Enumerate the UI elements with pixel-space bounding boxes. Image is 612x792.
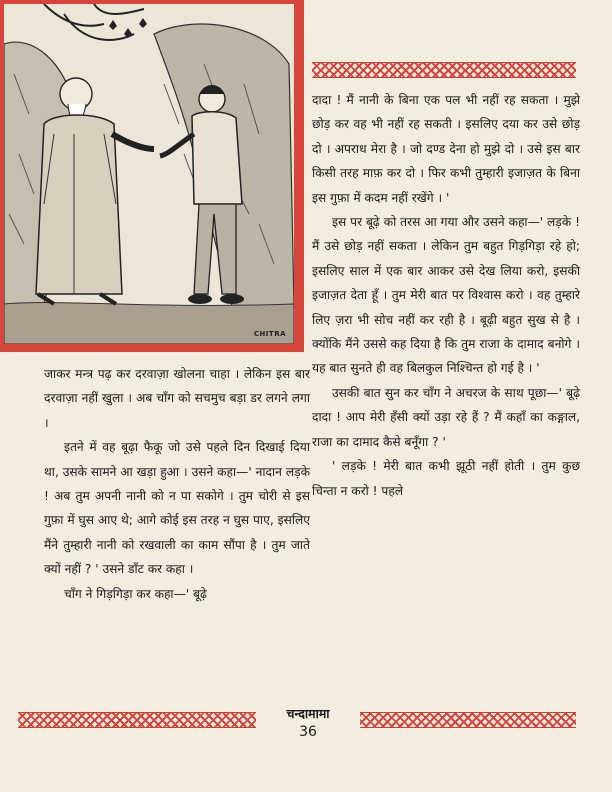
right-column-text [312, 88, 580, 503]
illustration-frame [0, 0, 304, 352]
decorative-border-bottom-right [360, 712, 576, 728]
decorative-border-bottom-left [18, 712, 256, 728]
paragraph: इतने में वह बूढ़ा फैकू जो उसे पहले दिन दिखाई दिया था, उसके सामने आ खड़ा हुआ । उसने कहा—' नादान लड़के ! अब तुम अपनी नानी को न पा सकोगे । तुम चोरी से इस गुफ़ा में घुस आए थे; आगे कोई इस तरह न घुस पाए, इसलिए मैंने तुम्हारी नानी को रखवाली का काम सौंपा है । तुम जाते क्यों नहीं ? ' उसने डाँट कर कहा । [44, 440, 310, 577]
decorative-border-top [312, 62, 576, 78]
magazine-title: चन्दामामा [286, 706, 330, 721]
illustration-drawing [4, 4, 294, 344]
paragraph: ' लड़के ! मेरी बात कभी झूठी नहीं होती । तुम कुछ चिन्ता न करो ! पहले [312, 459, 580, 498]
paragraph: इस पर बूढ़े को तरस आ गया और उसने कहा—' लड़के ! मैं उसे छोड़ नहीं सकता । लेकिन तुम बहुत गिड़गिड़ा रहे हो; इसलिए साल में एक बार आकर उसे देख लिया करो, इसकी इजाज़त देता हूँ । तुम मेरी बात पर विश्वास करो । वह तुम्हारे लिए ज़रा भी सोच नहीं कर रही है । बूढ़ी बहुत सुख से है । क्योंकि मैंने उससे कह दिया है कि तुम राजा के दामाद बनोगे । यह बात सुनते ही वह बिलकुल निश्चिन्त हो गई है । ' [312, 215, 580, 376]
left-column-text [44, 362, 310, 606]
paragraph: चाँग ने गिड़गिड़ा कर कहा—' बूढ़े [64, 586, 207, 601]
page-number: 36 [299, 724, 317, 740]
paragraph: दादा ! मैं नानी के बिना एक पल भी नहीं रह सकता । मुझे छोड़ कर वह भी नहीं रह सकती । इसलिए दया कर उसे छोड़ दो । अपराध मेरा है । जो दण्ड देना हो मुझे दो । उसे इस बार किसी तरह माफ़ कर दो । फिर कभी तुम्हारी इजाज़त के बिना इस गुफ़ा में कदम नहीं रखेंगे । ' [312, 93, 580, 205]
paragraph: उसकी बात सुन कर चाँग ने अचरज के साथ पूछा—' बूढ़े दादा ! आप मेरी हँसी क्यों उड़ा रहे हैं ? मैं कहाँ का कङ्गाल, राजा का दामाद कैसे बनूँगा ? ' [312, 385, 580, 449]
cave-scene-illustration [4, 4, 294, 344]
artist-signature: CHITRA [253, 330, 286, 338]
paragraph: जाकर मन्त्र पढ़ कर दरवाज़ा खोलना चाहा । लेकिन इस बार दरवाज़ा नहीं खुला । अब चाँग को सचमुच बड़ा डर लगने लगा । [44, 367, 310, 430]
